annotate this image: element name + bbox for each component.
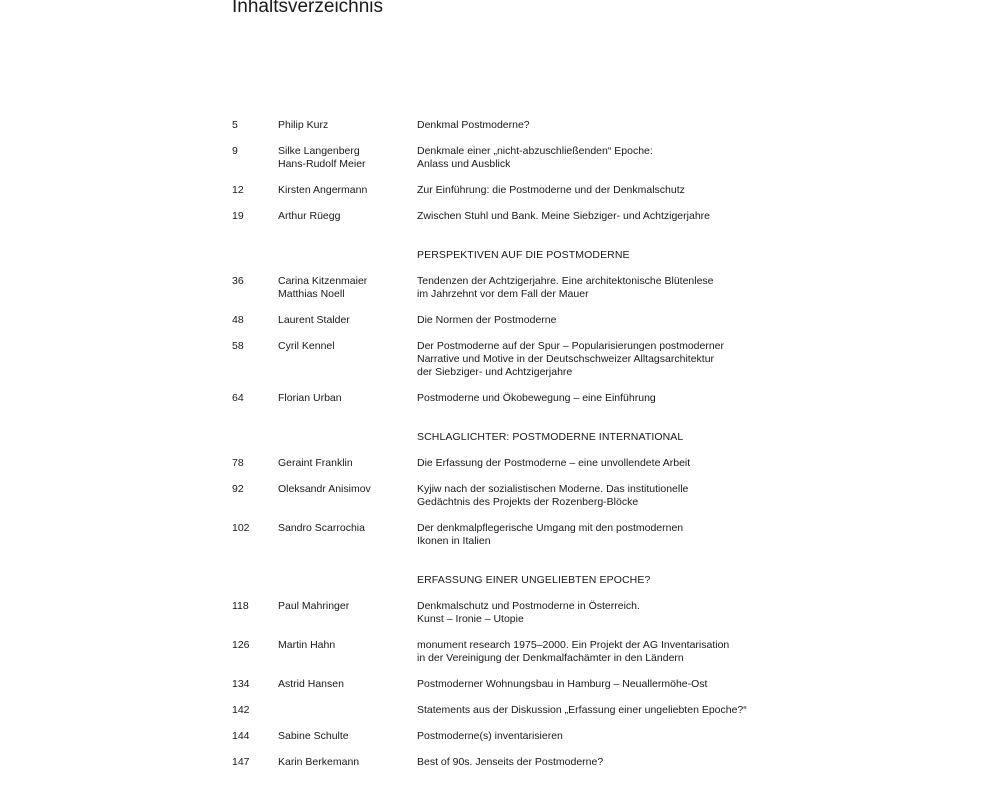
- entry-title: Statements aus der Diskussion „Erfassung einer ungeliebten Epoche?“: [417, 704, 747, 716]
- entry-author: Geraint Franklin: [278, 457, 353, 469]
- entry-author: Sandro Scarrochia: [278, 522, 365, 534]
- entry-title: Der denkmalpflegerische Umgang mit den postmodernen Ikonen in Italien: [417, 522, 684, 547]
- entry-author: Paul Mahringer: [278, 600, 350, 612]
- toc-entry: [232, 119, 832, 132]
- entry-author: [278, 704, 417, 717]
- entry-title: Die Normen der Postmoderne: [417, 314, 557, 326]
- entry-page-number: 12: [232, 184, 244, 196]
- toc-entry: [232, 756, 832, 769]
- entry-page-number: 134: [232, 678, 250, 690]
- entry-title: monument research 1975–2000. Ein Projekt der AG Inventarisation in der Vereinigung der Denkmalfachämter in den Ländern: [417, 639, 730, 664]
- entry-page-number: 126: [232, 639, 250, 651]
- entry-author: Cyril Kennel: [278, 340, 335, 352]
- entry-page-number: 144: [232, 730, 250, 742]
- entry-page-number: 64: [232, 392, 244, 404]
- entry-title: Postmoderner Wohnungsbau in Hamburg – Neuallermöhe-Ost: [417, 678, 708, 690]
- entry-page-number: 102: [232, 522, 250, 534]
- toc-entry: [232, 145, 832, 171]
- entry-title: Denkmalschutz und Postmoderne in Österreich. Kunst – Ironie – Utopie: [417, 600, 640, 625]
- entry-author: Martin Hahn: [278, 639, 336, 651]
- section-heading: PERSPEKTIVEN AUF DIE POSTMODERNE: [417, 249, 630, 261]
- entry-title: Postmoderne und Ökobewegung – eine Einführung: [417, 392, 656, 404]
- toc-entry: [232, 483, 832, 509]
- entry-page-number: 118: [232, 600, 249, 612]
- entry-title: Denkmale einer „nicht-abzuschließenden“ Epoche: Anlass und Ausblick: [417, 145, 653, 170]
- toc-entry: [232, 392, 832, 405]
- entry-author: Astrid Hansen: [278, 678, 344, 690]
- entry-page-number: 58: [232, 340, 244, 352]
- entry-title: Der Postmoderne auf der Spur – Popularisierungen postmoderner Narrative und Motive in der Deutschschweizer Alltagsarchitektur der Siebziger- und Achtzigerjahre: [417, 340, 725, 378]
- entry-page-number: 142: [232, 704, 250, 716]
- entry-author: Laurent Stalder: [278, 314, 350, 326]
- section-heading: SCHLAGLICHTER: POSTMODERNE INTERNATIONAL: [417, 431, 684, 443]
- toc-entry: [232, 522, 832, 548]
- entry-page-number: 9: [232, 145, 238, 157]
- entry-page-number: 5: [232, 119, 238, 131]
- entry-title: Tendenzen der Achtzigerjahre. Eine architektonische Blütenlese im Jahrzehnt vor dem Fall der Mauer: [417, 275, 714, 300]
- entry-title: Best of 90s. Jenseits der Postmoderne?: [417, 756, 604, 768]
- toc-entry: [232, 184, 832, 197]
- entry-title: Die Erfassung der Postmoderne – eine unvollendete Arbeit: [417, 457, 691, 469]
- toc-entry: [232, 314, 832, 327]
- entry-page-number: 19: [232, 210, 244, 222]
- entry-page-number: 48: [232, 314, 244, 326]
- entry-title: Kyjiw nach der sozialistischen Moderne. Das institutionelle Gedächtnis des Projekts der Rozenberg-Blöcke: [417, 483, 689, 508]
- toc-entry: [232, 210, 832, 223]
- toc-entry: [232, 340, 832, 379]
- entry-author: Carina Kitzenmaier Matthias Noell: [278, 275, 368, 300]
- entry-title: Denkmal Postmoderne?: [417, 119, 530, 131]
- entry-page-number: 78: [232, 457, 244, 469]
- toc-entry: [232, 678, 832, 691]
- entry-author: Sabine Schulte: [278, 730, 349, 742]
- section-heading: ERFASSUNG EINER UNGELIEBTEN EPOCHE?: [417, 574, 651, 586]
- entry-title: Postmoderne(s) inventarisieren: [417, 730, 563, 742]
- entry-page-number: 92: [232, 483, 244, 495]
- entry-author: Philip Kurz: [278, 119, 329, 131]
- entry-author: Florian Urban: [278, 392, 342, 404]
- entry-page-number: 147: [232, 756, 250, 768]
- entry-author: Arthur Rüegg: [278, 210, 341, 222]
- table-of-contents: [232, 119, 832, 782]
- entry-title: Zwischen Stuhl und Bank. Meine Siebziger- und Achtzigerjahre: [417, 210, 710, 222]
- toc-entry: [232, 704, 832, 717]
- entry-page-number: 36: [232, 275, 244, 287]
- entry-author: Silke Langenberg Hans-Rudolf Meier: [278, 145, 366, 170]
- entry-title: Zur Einführung: die Postmoderne und der Denkmalschutz: [417, 184, 685, 196]
- entry-author: Oleksandr Anisimov: [278, 483, 371, 495]
- toc-entry: [232, 730, 832, 743]
- toc-entry: [232, 457, 832, 470]
- entry-author: Karin Berkemann: [278, 756, 360, 768]
- entry-author: Kirsten Angermann: [278, 184, 368, 196]
- toc-entry: [232, 600, 832, 626]
- page-title: Inhaltsverzeichnis: [232, 0, 384, 17]
- toc-entry: [232, 639, 832, 665]
- toc-entry: [232, 275, 832, 301]
